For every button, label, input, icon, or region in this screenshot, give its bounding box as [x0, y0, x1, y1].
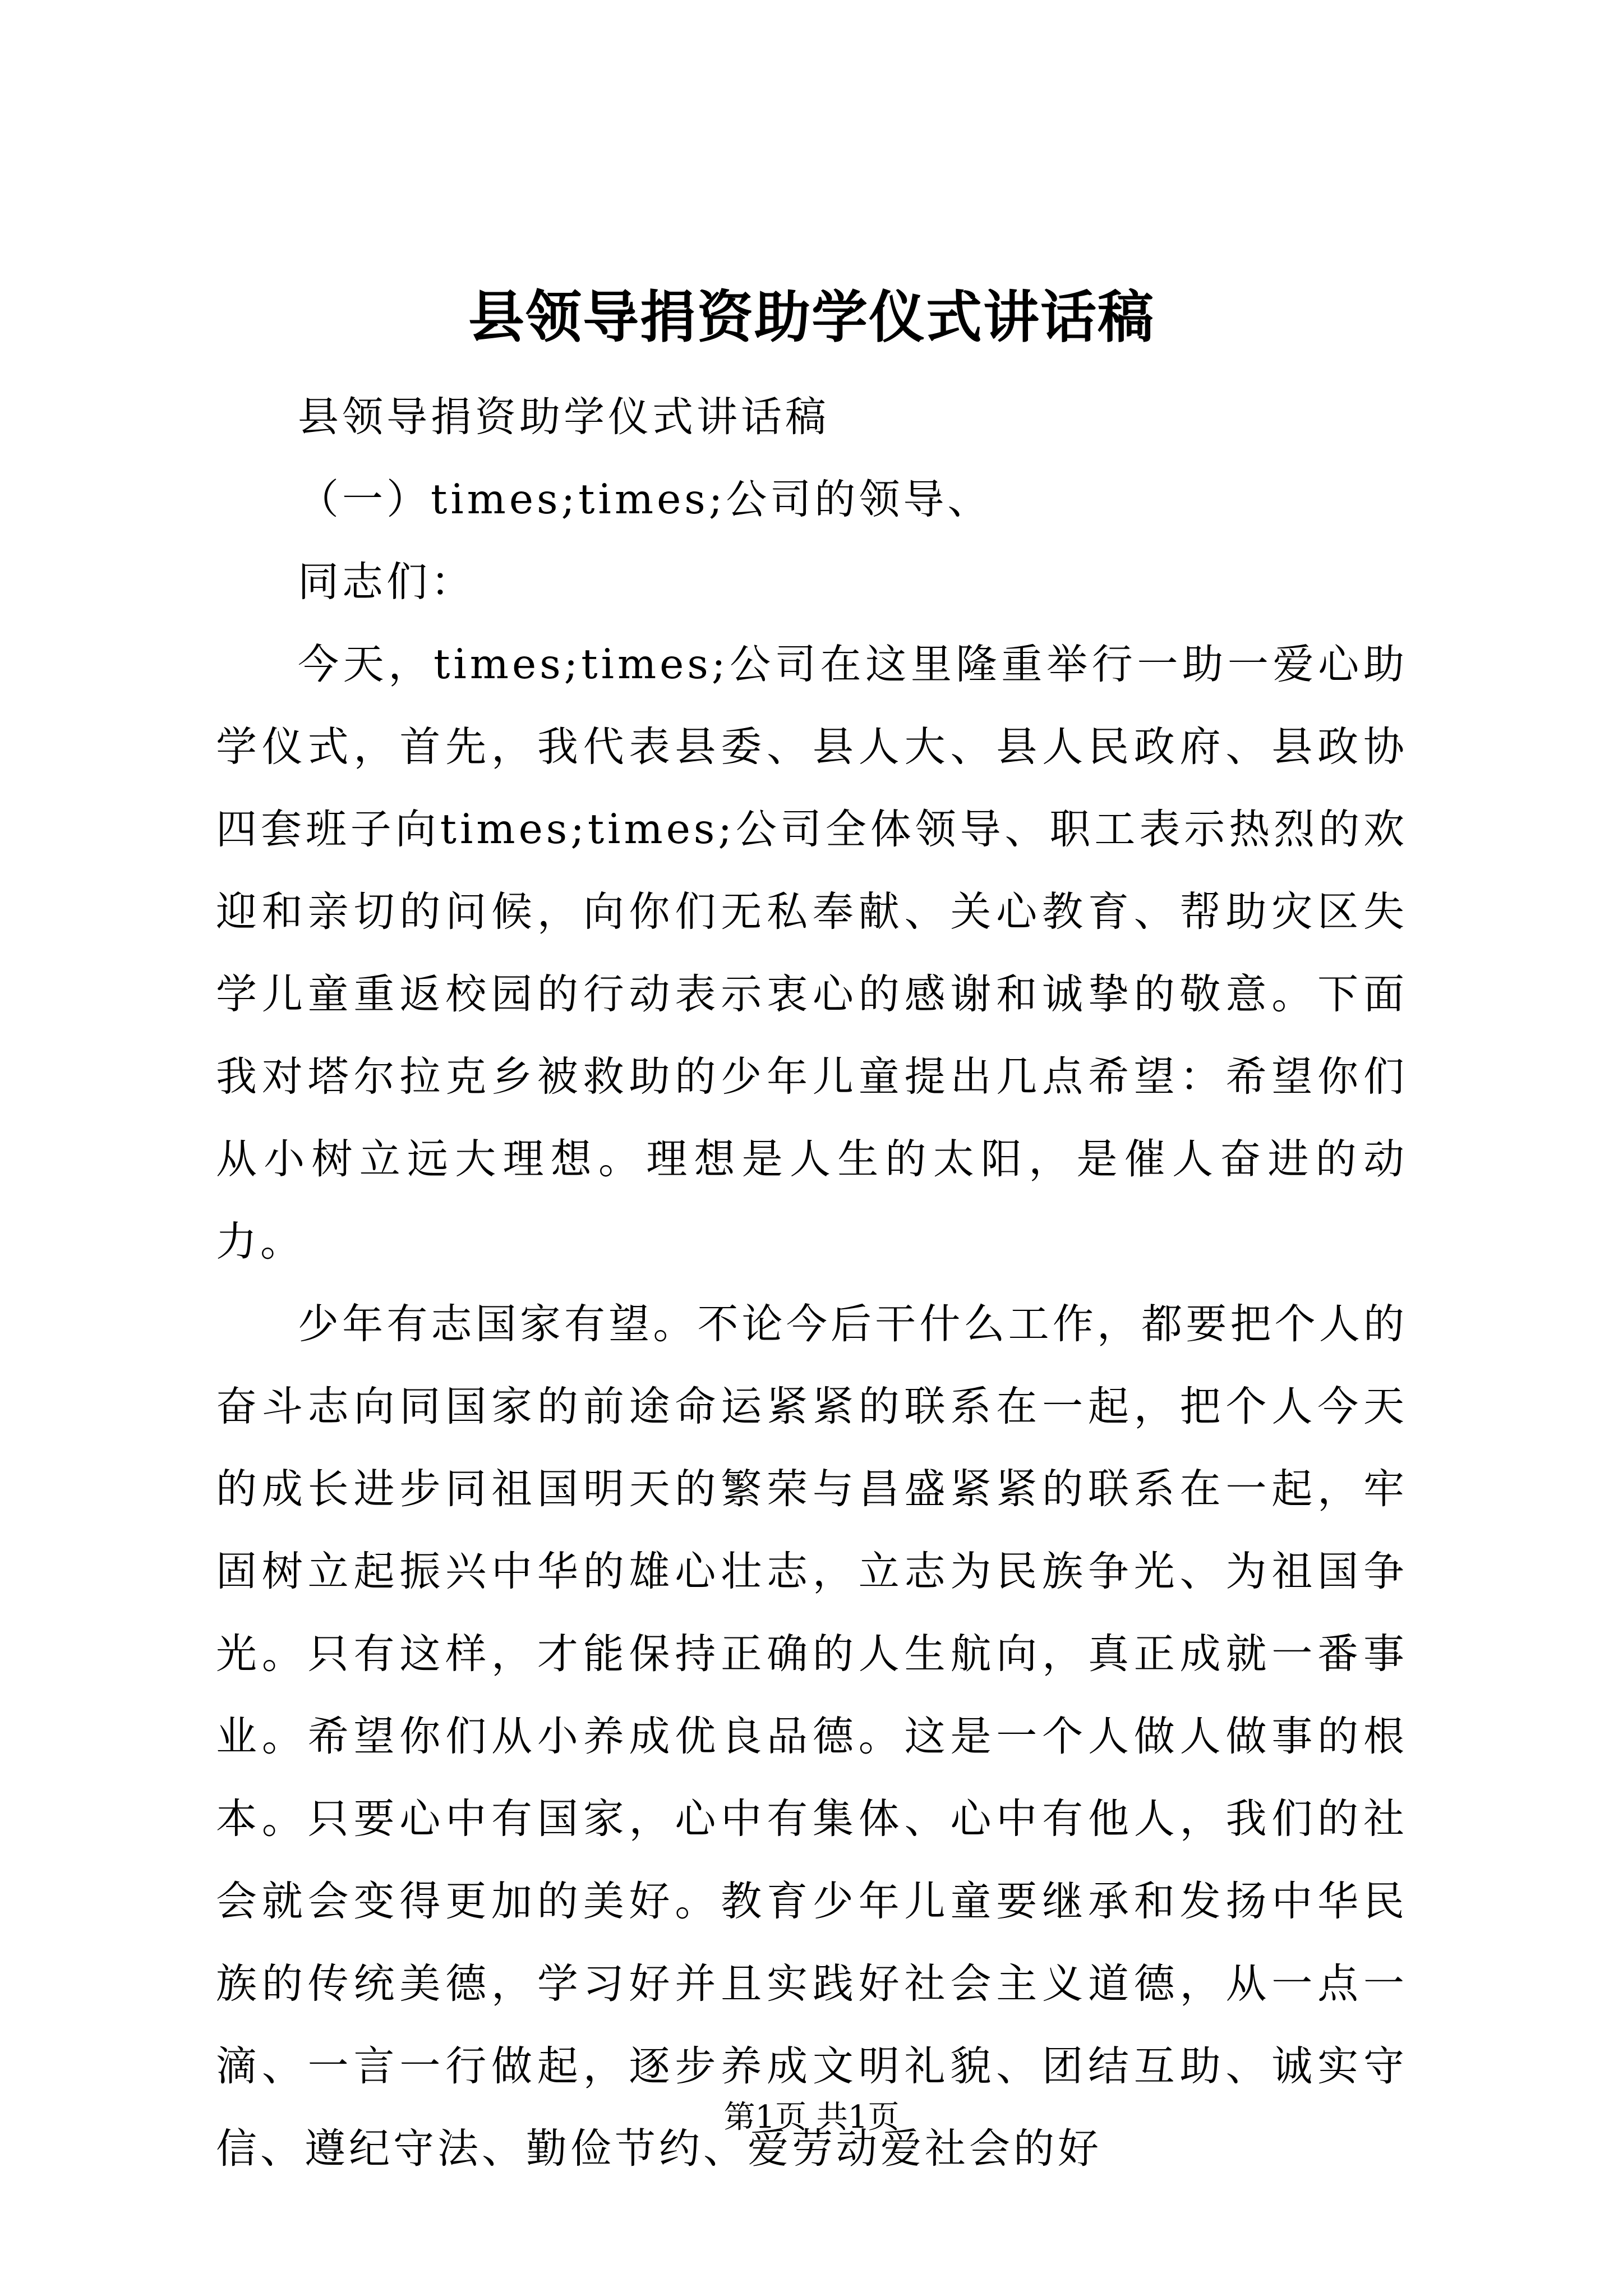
document-title: 县领导捐资助学仪式讲话稿: [468, 284, 1155, 350]
document-body: [216, 376, 1408, 2190]
page-footer: 第1页 共1页: [723, 2099, 900, 2136]
paragraph-subtitle: 县领导捐资助学仪式讲话稿: [298, 393, 829, 441]
paragraph-opening: 今天，times;times;公司在这里隆重举行一助一爱心助学仪式，首先，我代表县委、县人大、县人民政府、县政协四套班子向times;times;公司全体领导、职工表示热烈的欢迎和亲切的问候，向你们无私奉献、关心教育、帮助灾区失学儿童重返校园的行动表示衷心的感谢和诚挚的敬意。下面我对塔尔拉克乡被救助的少年儿童提出几点希望：希望你们从小树立远大理想。理想是人生的太阳，是催人奋进的动力。: [216, 641, 1408, 1266]
paragraph-salutation: 同志们：: [298, 558, 475, 606]
paragraph-addressee: （一）times;times;公司的领导、: [298, 476, 992, 523]
paragraph-body: 少年有志国家有望。不论今后干什么工作，都要把个人的奋斗志向同国家的前途命运紧紧的联系在一起，把个人今天的成长进步同祖国明天的繁荣与昌盛紧紧的联系在一起，牢固树立起振兴中华的雄心壮志，立志为民族争光、为祖国争光。只有这样，才能保持正确的人生航向，真正成就一番事业。希望你们从小养成优良品德。这是一个人做人做事的根本。只要心中有国家，心中有集体、心中有他人，我们的社会就会变得更加的美好。教育少年儿童要继承和发扬中华民族的传统美德，学习好并且实践好社会主义道德，从一点一滴、一言一行做起，逐步养成文明礼貌、团结互助、诚实守信、遵纪守法、勤俭节约、爱劳动爱社会的好: [216, 1300, 1408, 2173]
